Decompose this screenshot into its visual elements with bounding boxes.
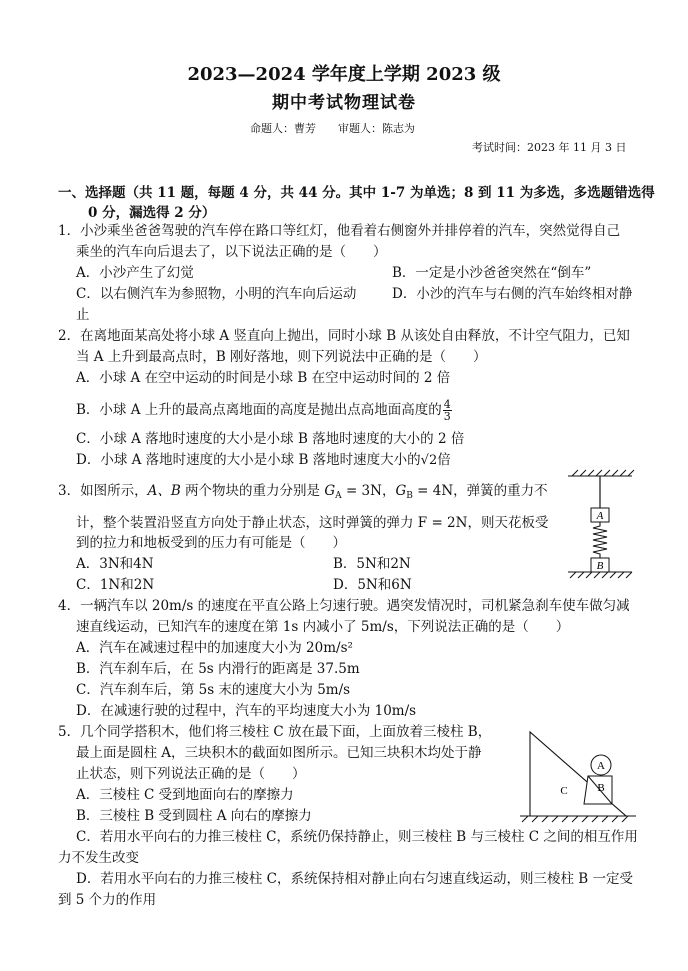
gb-symbol: G [395, 483, 407, 499]
gb-value: = 4N，弹簧的重力不 [412, 483, 548, 499]
block-a-label: A [596, 510, 604, 522]
q2-option-d [76, 451, 451, 470]
q4-option-b: B．汽车刹车后，在 5s 内滑行的距离是 37.5m [76, 661, 360, 677]
spring-blocks-figure [560, 466, 640, 582]
q2-option-d-end: 倍 [437, 452, 451, 468]
q2-stem-line1: 2．在离地面某高处将小球 A 竖直向上抛出，同时小球 B 从该处自由释放，不计空气阻力，已知 [58, 328, 630, 344]
q2-option-b-text: B．小球 A 上升的最高点离地面的高度是抛出点高地面高度的 [76, 402, 442, 418]
q2-stem-line2: 当 A 上升到最高点时，B 刚好落地，则下列说法中正确的是（ ） [76, 349, 487, 365]
floor-hatch [568, 572, 632, 578]
fraction-denominator: 3 [443, 410, 451, 423]
section-heading-line2: 0 分，漏选得 2 分） [88, 205, 216, 221]
q1-option-d: D．小沙的汽车与右侧的汽车始终相对静 [392, 286, 633, 302]
q3-stem-line3: 到的拉力和地板受到的压力有可能是（ ） [76, 535, 346, 551]
q4-option-c: C．汽车刹车后，第 5s 末的速度大小为 5m/s [76, 682, 351, 698]
q2-option-a: A．小球 A 在空中运动的时间是小球 B 在空中运动时间的 2 倍 [76, 370, 451, 386]
q5-option-d-line2: 到 5 个力的作用 [58, 892, 157, 908]
q5-option-c-line2: 力不发生改变 [58, 850, 139, 866]
exam-time: 考试时间：2023 年 11 月 3 日 [472, 141, 627, 154]
ground-hatch [520, 816, 636, 822]
ga-symbol: G [324, 483, 336, 499]
q3-stem-part2: 两个物块的重力分别是 [180, 483, 325, 499]
q2-option-b [76, 399, 452, 422]
ga-subscript: A [335, 491, 342, 501]
q5-stem-line3: 止状态，则下列说法正确的是（ ） [76, 766, 306, 782]
q4-option-a: A．汽车在减速过程中的加速度大小为 20m/s² [76, 640, 353, 656]
q5-stem-line2: 最上面是圆柱 A，三块积木的截面如图所示。已知三块积木均处于静 [76, 745, 482, 761]
cylinder-a-label: A [597, 760, 605, 772]
q3-blocks-label: A、B [147, 483, 181, 499]
q1-option-d-cont: 止 [76, 307, 90, 323]
block-b-label: B [596, 560, 604, 572]
gb-subscript: B [406, 491, 413, 501]
fraction-four-thirds [443, 399, 452, 422]
fraction-numerator: 4 [443, 398, 451, 411]
q5-option-c-line1: C．若用水平向右的力推三棱柱 C，系统仍保持静止，则三棱柱 B 与三棱柱 C 之间的相互作用 [76, 829, 638, 845]
ga-value: = 3N， [341, 483, 396, 499]
exam-title-line2: 期中考试物理试卷 [272, 93, 416, 113]
q1-option-b: B．一定是小沙爸爸突然在“倒车” [392, 265, 592, 281]
q2-option-c: C．小球 A 落地时速度的大小是小球 B 落地时速度的大小的 2 倍 [76, 431, 465, 447]
ceiling-hatch [568, 470, 634, 476]
q5-stem-line1: 5．几个同学搭积木，他们将三棱柱 C 放在最下面，上面放着三棱柱 B， [58, 724, 492, 740]
q5-option-b: B．三棱柱 B 受到圆柱 A 向右的摩擦力 [76, 808, 312, 824]
sqrt-two: √2 [420, 453, 438, 468]
section-heading-line1: 一、选择题（共 11 题，每题 4 分，共 44 分。其中 1-7 为单选；8 到 11 为多选，多选题错选得 [58, 185, 655, 201]
q4-stem-line1: 4．一辆汽车以 20m/s 的速度在平直公路上匀速行驶。遇突发情况时，司机紧急刹车使车做匀减 [58, 598, 630, 614]
q3-option-b: B．5N和2N [333, 556, 411, 572]
prism-b-label: B [597, 782, 605, 794]
exam-title-line1: 2023—2024 学年度上学期 2023 级 [187, 64, 501, 85]
q5-option-a: A．三棱柱 C 受到地面向右的摩擦力 [76, 787, 294, 803]
q3-option-c: C．1N和2N [76, 577, 155, 593]
q1-stem-line1: 1．小沙乘坐爸爸驾驶的汽车停在路口等红灯，他看着右侧窗外并排停着的汽车，突然觉得自己 [58, 223, 621, 239]
q3-option-a: A．3N和4N [76, 556, 154, 572]
q3-option-d: D．5N和6N [333, 577, 412, 593]
q1-option-a: A．小沙产生了幻觉 [76, 265, 194, 281]
q4-option-d: D．在减速行驶的过程中，汽车的平均速度大小为 10m/s [76, 703, 417, 719]
prism-c-label: C [560, 785, 568, 797]
q5-option-d-line1: D．若用水平向右的力推三棱柱 C，系统保持相对静止向右匀速直线运动，则三棱柱 B 一定受 [76, 871, 633, 887]
q1-option-c: C．以右侧汽车为参照物，小明的汽车向后运动 [76, 286, 357, 302]
spring [593, 522, 607, 558]
stacked-blocks-figure [500, 728, 640, 824]
q4-stem-line2: 速直线运动，已知汽车的速度在第 1s 内减小了 5m/s，下列说法正确的是（ ） [76, 619, 570, 635]
authors-line: 命题人：曹芳 审题人：陈志为 [250, 122, 415, 135]
q3-stem-part1: 3．如图所示， [58, 483, 148, 499]
q3-stem-line2: 计，整个装置沿竖直方向处于静止状态，这时弹簧的弹力 F = 2N，则天花板受 [76, 515, 549, 531]
q2-option-d-text: D．小球 A 落地时速度的大小是小球 B 落地时速度大小的 [76, 452, 421, 468]
q3-stem-line1 [58, 482, 548, 505]
q1-stem-line2: 乘坐的汽车向后退去了，以下说法正确的是（ ） [76, 244, 387, 260]
